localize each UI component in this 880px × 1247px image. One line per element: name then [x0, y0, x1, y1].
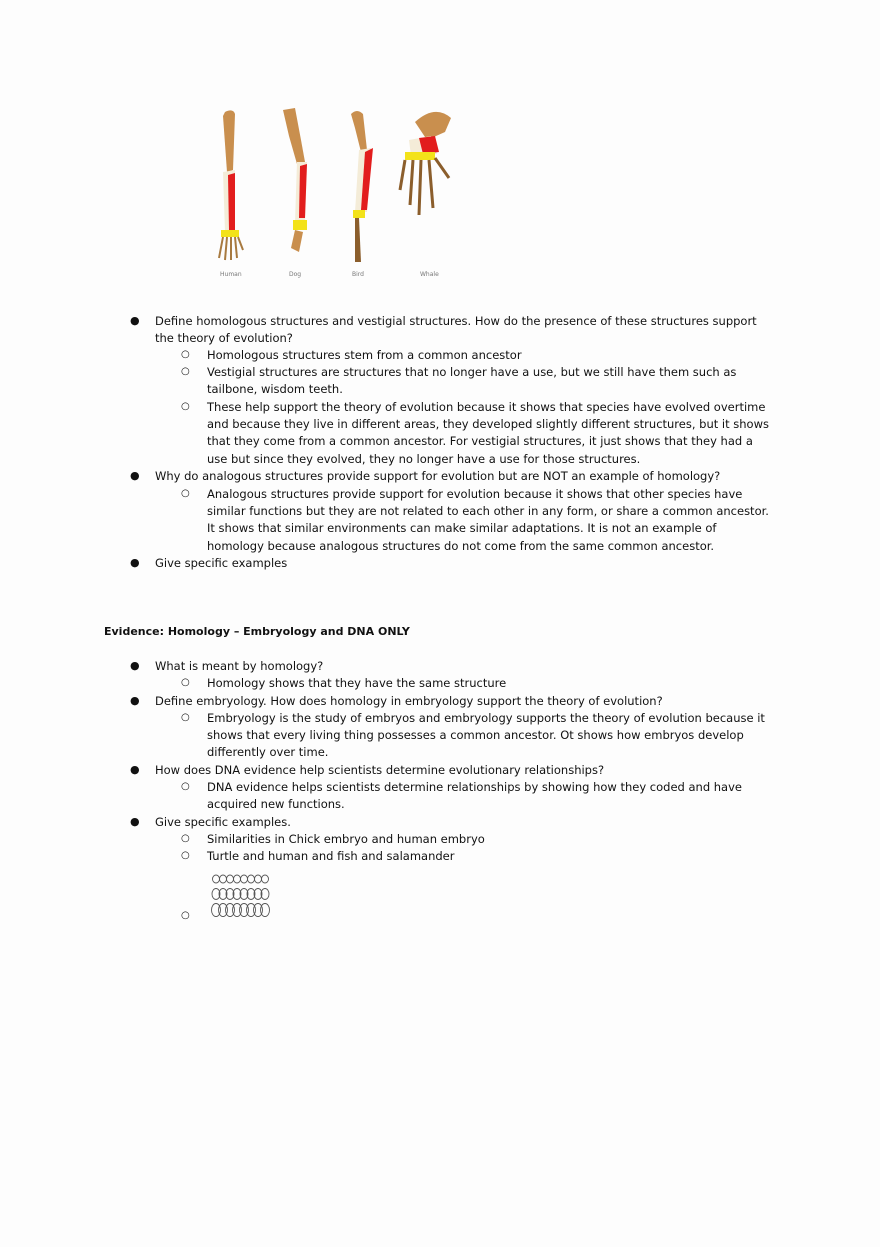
question-dna: How does DNA evidence help scientists determine evolutionary relationships?	[155, 763, 605, 777]
example-turtle-human-fish: Turtle and human and fish and salamander	[207, 849, 455, 863]
question-homology: What is meant by homology?	[155, 659, 324, 673]
figure-label-whale: Whale	[420, 271, 439, 278]
limbs-illustration	[205, 100, 475, 285]
bullet-icon: ●	[130, 314, 140, 327]
bullet-icon: ●	[130, 659, 140, 672]
answer-support-evolution: These help support the theory of evolution because it shows that species have evolved overtime and because they live in different areas, they developed slightly different structures, but it shows that they come from a common ancestor. For vestigial structures, it just shows that they had a use but since they evolved, they no longer have a use for those structures.	[207, 400, 769, 466]
sub-bullet-icon: ○	[181, 366, 190, 377]
bullet-icon: ●	[130, 469, 140, 482]
sub-bullet-icon: ○	[181, 488, 190, 499]
sub-bullet-icon: ○	[181, 349, 190, 360]
bullet-icon: ●	[130, 763, 140, 776]
figure-label-bird: Bird	[352, 271, 364, 278]
sub-bullet-icon: ○	[181, 910, 190, 921]
example-chick-human: Similarities in Chick embryo and human embryo	[207, 832, 485, 846]
sub-bullet-icon: ○	[181, 677, 190, 688]
embryo-grid-illustration	[210, 872, 270, 920]
answer-vestigial: Vestigial structures are structures that no longer have a use, but we still have them such as tailbone, wisdom teeth.	[207, 365, 737, 397]
section-heading: Evidence: Homology – Embryology and DNA ONLY	[104, 625, 410, 638]
answer-dna: DNA evidence helps scientists determine relationships by showing how they coded and have acquired new functions.	[207, 780, 742, 812]
whale-flipper	[400, 112, 451, 215]
sub-bullet-icon: ○	[181, 833, 190, 844]
sub-bullet-icon: ○	[181, 712, 190, 723]
sub-bullet-icon: ○	[181, 401, 190, 412]
figure-label-human: Human	[220, 271, 242, 278]
homologous-limbs-figure	[205, 100, 475, 285]
question-give-examples: Give specific examples.	[155, 815, 291, 829]
bird-wing	[351, 111, 373, 262]
answer-homology: Homology shows that they have the same structure	[207, 676, 507, 690]
question-analogous: Why do analogous structures provide support for evolution but are NOT an example of homology?	[155, 469, 721, 483]
human-arm	[219, 110, 243, 260]
dog-leg	[283, 108, 307, 252]
bullet-icon: ●	[130, 556, 140, 569]
question-embryology: Define embryology. How does homology in embryology support the theory of evolution?	[155, 694, 663, 708]
sub-bullet-icon: ○	[181, 850, 190, 861]
question-homologous-vestigial: Define homologous structures and vestigial structures. How do the presence of these structures support the theory of evolution?	[155, 314, 757, 346]
figure-label-dog: Dog	[289, 271, 302, 278]
question-examples: Give specific examples	[155, 556, 288, 570]
sub-bullet-icon: ○	[181, 781, 190, 792]
bullet-icon: ●	[130, 815, 140, 828]
answer-analogous: Analogous structures provide support for evolution because it shows that other species have similar functions but they are not related to each other in any form, or share a common ancestor. It shows that similar environments can make similar adaptations. It is not an example of homology because analogous structures do not come from the same common ancestor.	[207, 487, 769, 553]
bullet-icon: ●	[130, 694, 140, 707]
answer-homologous: Homologous structures stem from a common ancestor	[207, 348, 522, 362]
answer-embryology: Embryology is the study of embryos and embryology supports the theory of evolution because it shows that every living thing possesses a common ancestor. Ot shows how embryos develop differently over time.	[207, 711, 765, 760]
embryo-comparison-image	[210, 872, 270, 920]
